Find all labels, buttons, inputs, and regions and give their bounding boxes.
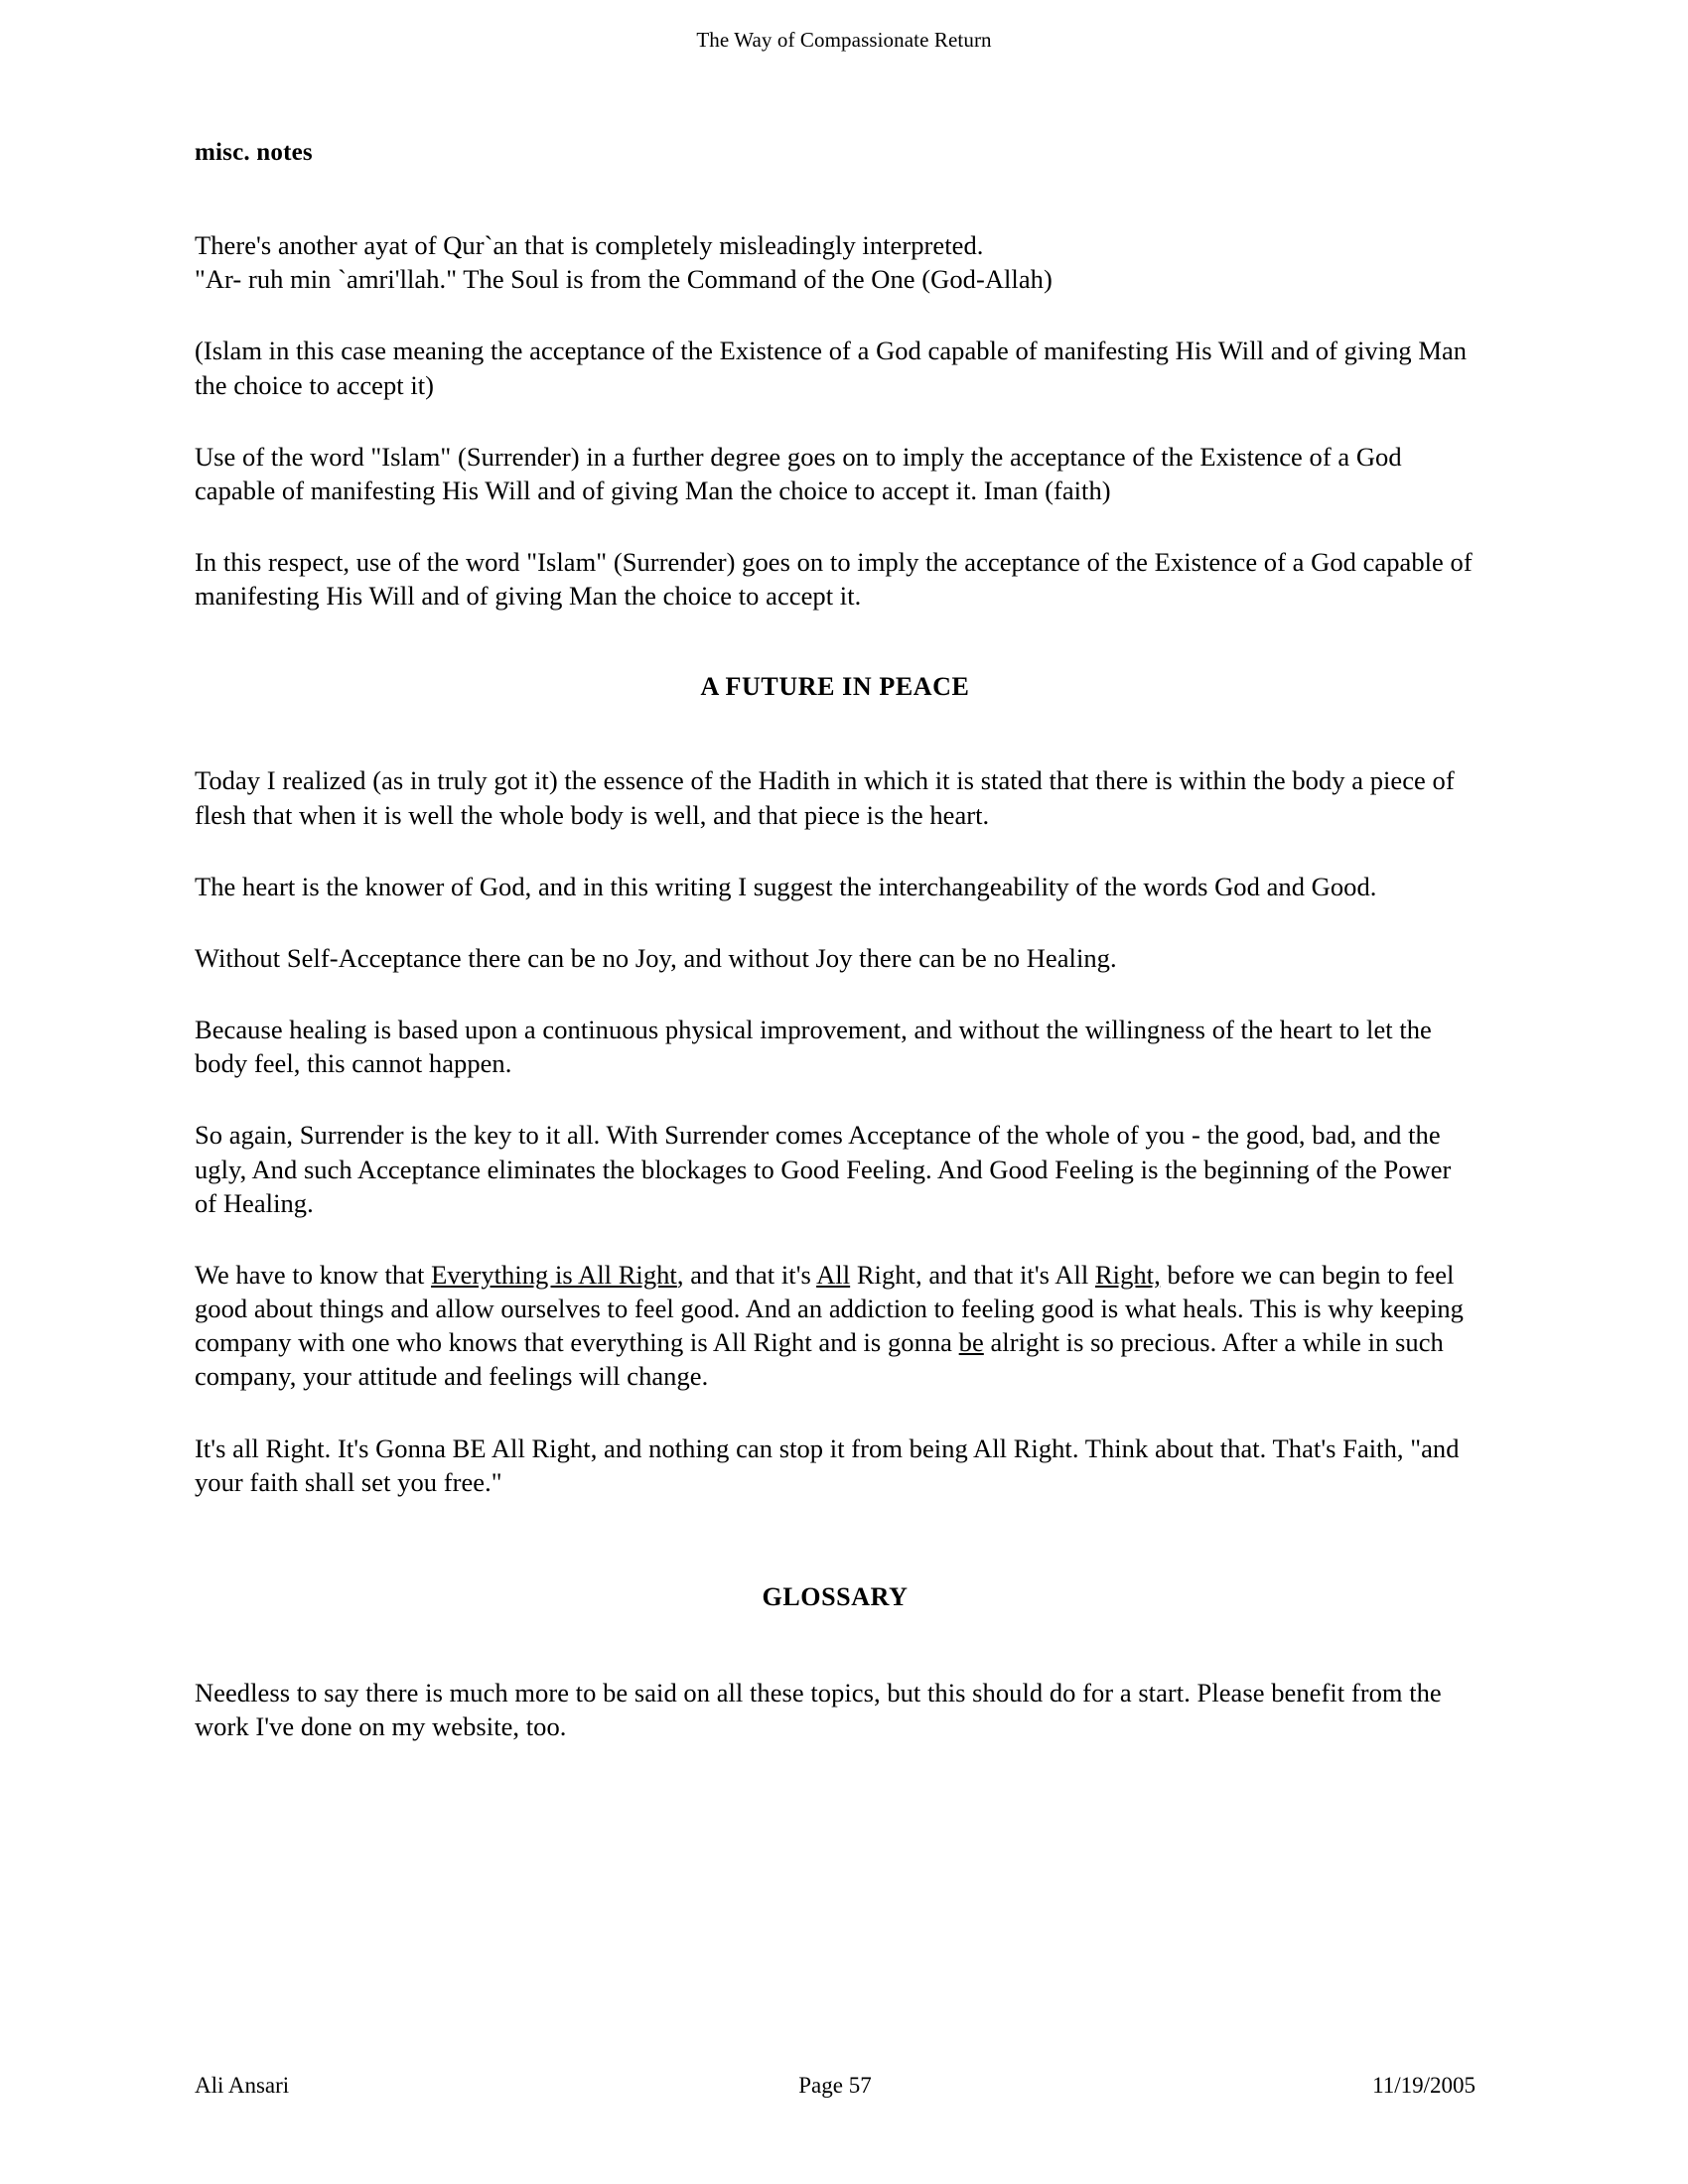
heading-glossary: GLOSSARY xyxy=(762,1581,909,1611)
paragraph-heart-knower-of-god: The heart is the knower of God, and in this writing I suggest the interchangeability of the words God and Good. xyxy=(195,871,1377,901)
text-segment-1: We have to know that xyxy=(195,1259,432,1290)
footer-date: 11/19/2005 xyxy=(1372,2073,1476,2098)
text-segment-2: , and that it's xyxy=(676,1259,817,1290)
paragraph-islam-meaning: (Islam in this case meaning the acceptance of the Existence of a God capable of manifesting His Will and of giving Man the choice to accept it) xyxy=(195,336,1468,400)
page-footer xyxy=(195,2073,1476,2099)
text-segment-5: alright is so precious. After a while in such company, your attitude and feelings will change. xyxy=(195,1327,1444,1392)
footer-author: Ali Ansari xyxy=(195,2073,290,2098)
footer-page-number: Page 57 xyxy=(798,2073,872,2098)
paragraph-healing-improvement: Because healing is based upon a continuous physical improvement, and without the willingness of the heart to let the body feel, this cannot happen. xyxy=(195,1015,1432,1079)
text-segment-3: Right, and that it's All xyxy=(850,1259,1095,1290)
section-label-misc-notes: misc. notes xyxy=(195,139,313,166)
underlined-right: Right, xyxy=(1094,1259,1161,1290)
paragraph-ayat xyxy=(195,228,1476,296)
running-head: The Way of Compassionate Return xyxy=(696,28,992,52)
paragraph-ayat-line1: There's another ayat of Qur`an that is completely misleadingly interpreted. xyxy=(195,230,984,260)
document-body xyxy=(195,139,1476,1743)
paragraph-its-all-right-faith: It's all Right. It's Gonna BE All Right, and nothing can stop it from being All Right. Think about that. That's Faith, "and your faith shall set you free." xyxy=(195,1433,1460,1497)
text-segment-4: before we can begin to feel good about things and allow ourselves to feel good. And an addiction to feeling good is what heals. This is why keeping company with one who knows that everything is All Right and is gonna xyxy=(195,1259,1464,1358)
underlined-be: be xyxy=(958,1327,984,1358)
paragraph-surrender-key: So again, Surrender is the key to it all. With Surrender comes Acceptance of the whole of you - the good, bad, and the ugly, And such Acceptance eliminates the blockages to Good Feeling. And Good Feeling is the beginning of the Power of Healing. xyxy=(195,1120,1452,1218)
heading-a-future-in-peace: A FUTURE IN PEACE xyxy=(700,672,970,702)
paragraph-islam-in-this-respect: In this respect, use of the word "Islam" (Surrender) goes on to imply the acceptance of the Existence of a God capable of manifesting His Will and of giving Man the choice to accept it. xyxy=(195,547,1473,612)
paragraph-everything-is-all-right xyxy=(195,1258,1476,1394)
paragraph-self-acceptance: Without Self-Acceptance there can be no Joy, and without Joy there can be no Healing. xyxy=(195,942,1117,973)
paragraph-hadith-heart: Today I realized (as in truly got it) the essence of the Hadith in which it is stated that there is within the body a piece of flesh that when it is well the whole body is well, and that piece is the heart. xyxy=(195,765,1455,830)
paragraph-glossary-intro: Needless to say there is much more to be said on all these topics, but this should do for a start. Please benefit from the work I've done on my website, too. xyxy=(195,1677,1442,1742)
underlined-everything-is-all-right: Everything is All Right xyxy=(431,1259,677,1290)
paragraph-ayat-line2: "Ar- ruh min `amri'llah." The Soul is from the Command of the One (God-Allah) xyxy=(195,264,1053,295)
paragraph-islam-surrender-degree: Use of the word "Islam" (Surrender) in a further degree goes on to imply the acceptance of the Existence of a God capable of manifesting His Will and of giving Man the choice to accept it. Iman (faith) xyxy=(195,441,1402,505)
underlined-all-first: All xyxy=(816,1259,851,1290)
